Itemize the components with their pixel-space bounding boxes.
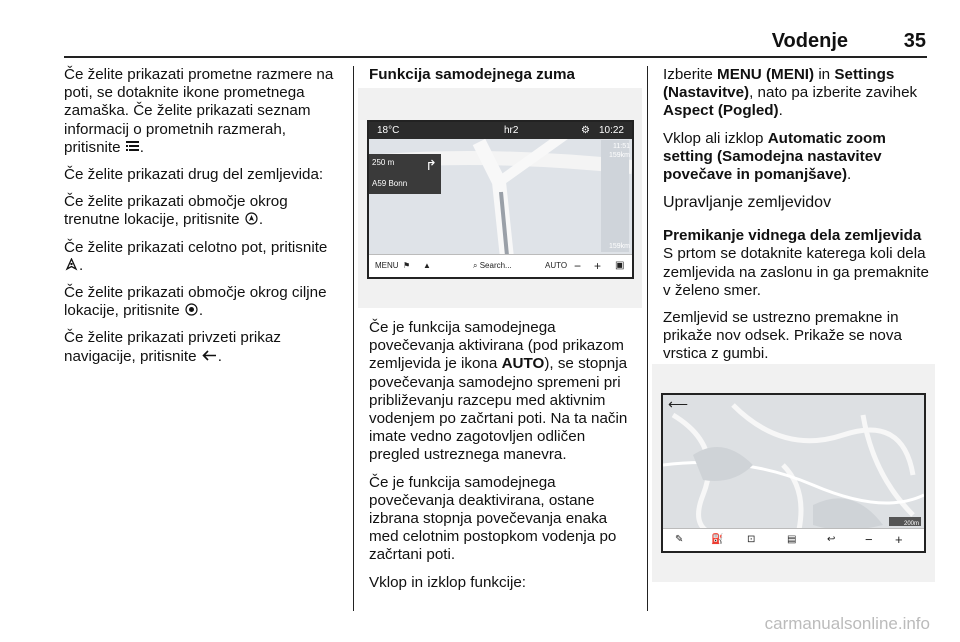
column-divider-2 — [647, 66, 648, 611]
poi-icon[interactable]: ⊡ — [747, 534, 756, 545]
destination-icon — [185, 303, 198, 316]
watermark: carmanualsonline.info — [764, 614, 930, 633]
paragraph: Če želite prikazati privzeti prikaz navigacije, pritisnite . — [64, 329, 281, 365]
paragraph: Zemljevid se ustrezno premakne in prikaže nov odsek. Prikaže se nova vrstica z gumbi. — [663, 309, 902, 363]
list-icon — [126, 140, 139, 153]
paragraph: Vklop ali izklop Automatic zoom setting (Samodejna nastavitev povečave in pomanjšave). — [663, 129, 886, 184]
top-status-bar — [369, 122, 632, 139]
paragraph: Če je funkcija samodejnega povečevanja aktivirana (pod prikazom zemljevida je ikona AUTO), se stopnja povečevanja samodejno spremeni pri približevanju razcepu med aktivnim vodenjem po začrtani poti. Na ta način imate vedno zagotovljen odličen pregled ustreznega manevra. — [369, 319, 628, 464]
options-icon[interactable]: ▣ — [615, 260, 625, 271]
paragraph: Če želite prikazati celotno pot, pritisnite . — [64, 238, 328, 274]
current-location-icon — [245, 212, 258, 225]
remaining-distance: 159km — [608, 243, 630, 250]
zoom-out-button[interactable]: − — [574, 259, 582, 273]
menu-button[interactable]: MENU — [375, 261, 399, 270]
road-name: A59 Bonn — [372, 179, 408, 188]
gas-station-icon[interactable]: ⛽ — [711, 534, 724, 545]
flag-icon[interactable]: ⚑ — [403, 261, 411, 270]
paragraph: Če želite prikazati območje okrog trenutne lokacije, pritisnite . — [64, 193, 288, 229]
search-field[interactable]: ⌕ Search... — [473, 261, 512, 270]
station-label: hr2 — [504, 125, 519, 136]
return-icon[interactable]: ↩ — [827, 534, 836, 545]
back-arrow-icon — [202, 349, 217, 362]
map-toolbar — [663, 528, 924, 551]
page-number: 35 — [903, 30, 926, 52]
gear-icon[interactable]: ⚙ — [581, 125, 590, 136]
column-2 — [369, 66, 637, 84]
subsection-heading: Premikanje vidnega dela zemljevida — [663, 227, 922, 245]
column-divider-1 — [353, 66, 354, 611]
turn-distance: 250 m — [372, 158, 395, 167]
map-scale: 200m — [903, 521, 919, 527]
column-3 — [663, 66, 938, 373]
section-heading: Funkcija samodejnega zuma — [369, 66, 575, 83]
traffic-icon[interactable]: ▤ — [787, 534, 797, 545]
paragraph: Če želite prikazati prometne razmere na poti, se dotaknite ikone prometnega zamaška. Če želite prikazati seznam informacij o prometnih razmerah, pritisnite . — [64, 66, 334, 156]
clock: 10:22 — [598, 125, 624, 136]
turn-right-icon: ↱ — [425, 157, 437, 173]
bottom-toolbar — [369, 254, 632, 277]
back-arrow-icon[interactable]: ⟵ — [668, 396, 689, 412]
column-2-body — [369, 319, 637, 601]
temperature: 18°C — [377, 125, 400, 136]
turn-panel — [369, 154, 441, 194]
header-rule — [64, 56, 927, 58]
page-header-title: Vodenje — [771, 30, 848, 52]
section-heading: Upravljanje zemljevidov — [663, 194, 832, 212]
auto-zoom-button[interactable]: AUTO — [545, 261, 568, 270]
paragraph: Če želite prikazati drug del zemljevida: — [64, 166, 324, 184]
navigation-screen-1 — [367, 120, 634, 279]
route-overview-icon — [65, 258, 78, 271]
paragraph: S prtom se dotaknite katerega koli dela zemljevida na zaslonu in ga premaknite v želeno smer. — [663, 245, 929, 299]
column-1 — [64, 66, 346, 375]
zoom-in-button[interactable]: + — [594, 259, 602, 273]
zoom-out-button[interactable]: − — [865, 532, 873, 547]
navigation-arrow-icon[interactable]: ▲ — [423, 261, 431, 270]
edit-icon[interactable]: ✎ — [675, 534, 684, 545]
paragraph: Izberite MENU (MENI) in Settings (Nastavitve), nato pa izberite zavihek Aspect (Pogled). — [663, 66, 918, 120]
paragraph: Če je funkcija samodejnega povečevanja deaktivirana, ostane izbrana stopnja povečevanja enaka med celotnim postopkom vodenja po začrtani poti. — [369, 473, 617, 564]
eta-panel: 11:51 159km — [608, 143, 630, 159]
paragraph: Vklop in izklop funkcije: — [369, 573, 527, 591]
navigation-screen-2 — [661, 393, 926, 553]
zoom-in-button[interactable]: + — [895, 532, 903, 547]
paragraph: Če želite prikazati območje okrog ciljne lokacije, pritisnite . — [64, 284, 327, 320]
